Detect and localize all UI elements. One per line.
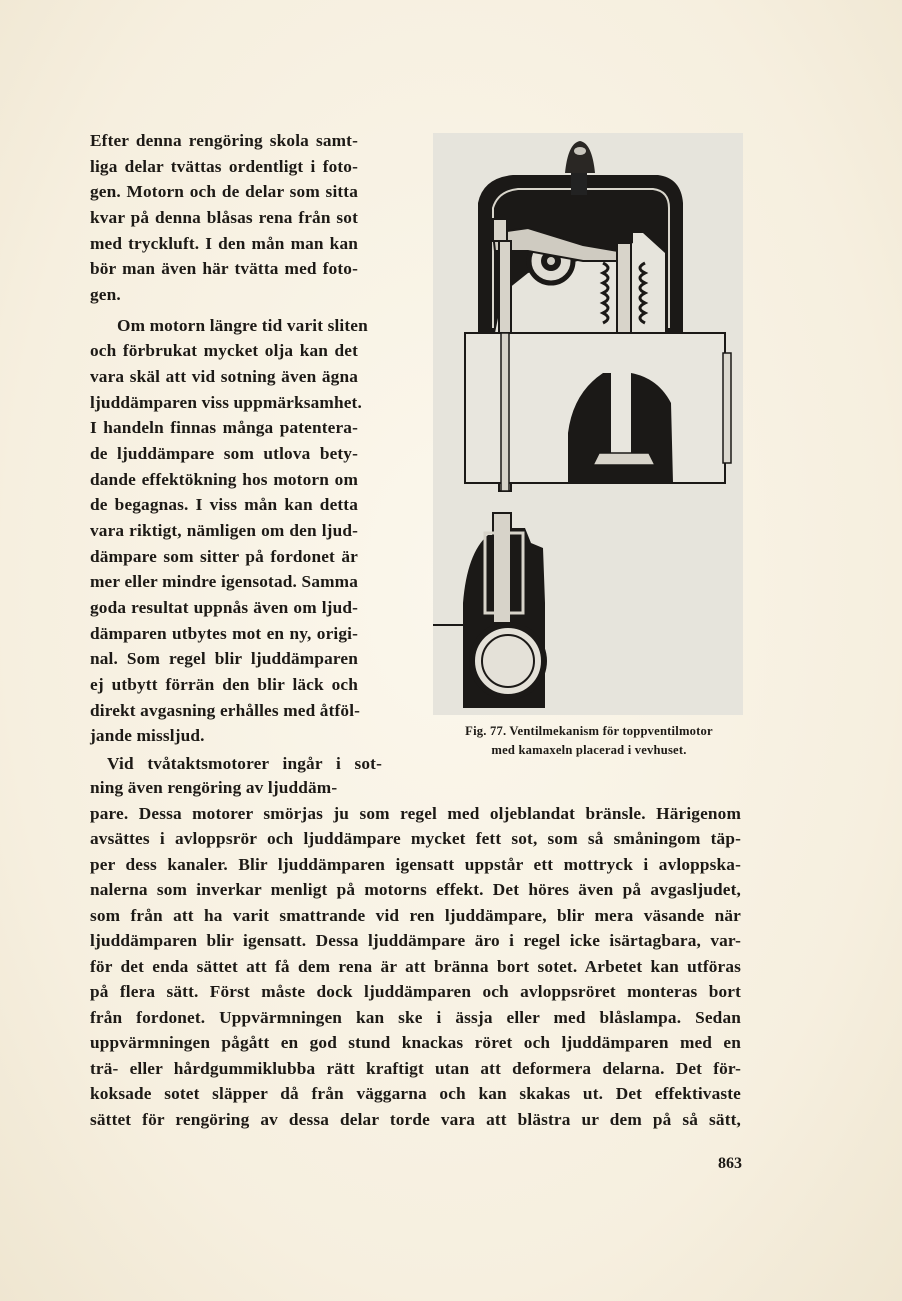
body-text-line: mer eller mindre igensotad. Samma [90, 572, 358, 591]
body-text-line: vara skäl att vid sotning även ägna [90, 367, 358, 386]
body-text-line: som från att ha varit smattrande vid ren ljuddämpare, blir mera väsande när [90, 906, 741, 925]
body-text-line: pare. Dessa motorer smörjas ju som regel med oljeblandat bränsle. Härigenom [90, 804, 741, 823]
body-text-line: dämparen utbytes mot en ny, origi- [90, 624, 358, 643]
body-text-line: nal. Som regel blir ljuddämparen [90, 649, 358, 668]
body-text-line: och förbrukat mycket olja kan det [90, 341, 358, 360]
body-text-line: Om motorn längre tid varit sliten [117, 316, 368, 335]
body-text-line: de begagnas. I viss mån kan detta [90, 495, 358, 514]
body-text-line: dämpare som sitter på fordonet är [90, 547, 358, 566]
body-text-line: koksade sotet släpper då från väggarna och kan skakas ut. Det effektivaste [90, 1084, 741, 1103]
figure-caption-line-2: med kamaxeln placerad i vevhuset. [491, 743, 687, 757]
body-text-line: Efter denna rengöring skola samt- [90, 131, 358, 150]
body-text-line: nalerna som inverkar menligt på motorns effekt. Det höres även på avgasljudet, [90, 880, 741, 899]
body-text-line: för det enda sättet att få dem rena är att bränna bort sotet. Arbetet kan utföras [90, 957, 741, 976]
body-text-line: liga delar tvättas ordentligt i foto- [90, 157, 358, 176]
body-text-line: vara riktigt, nämligen om den ljud- [90, 521, 358, 540]
valve-mechanism-illustration [433, 133, 743, 715]
body-text-line: kvar på denna blåsas rena från sot [90, 208, 358, 227]
body-text-line: Vid tvåtaktsmotorer ingår i sot- [107, 754, 382, 773]
body-text-line: ning även rengöring av ljuddäm- [90, 778, 338, 797]
body-text-line: gen. [90, 285, 121, 304]
page-number: 863 [718, 1155, 742, 1172]
body-text-line: de ljuddämpare som utlova bety- [90, 444, 358, 463]
body-text-line: bör man även här tvätta med foto- [90, 259, 358, 278]
body-text-line: ej utbytt förrän den blir läck och [90, 675, 358, 694]
body-text-line: per dess kanaler. Blir ljuddämparen igensatt uppstår ett mottryck i avloppska- [90, 855, 741, 874]
body-text-line: uppvärmningen pågått en god stund knackas röret och ljuddämparen med en [90, 1033, 741, 1052]
valve-mechanism-figure [433, 133, 743, 715]
body-text-line: med tryckluft. I den mån man kan [90, 234, 358, 253]
body-text-line: sättet för rengöring av dessa delar torde vara att blästra ur dem på så sätt, [90, 1110, 741, 1129]
body-text-line: goda resultat uppnås även om ljud- [90, 598, 358, 617]
body-text-line: på flera sätt. Först måste dock ljuddämparen och avloppsröret monteras bort [90, 982, 741, 1001]
figure-caption-line-1: Fig. 77. Ventilmekanism för toppventilmotor [465, 724, 713, 738]
body-text-line: dande effektökning hos motorn om [90, 470, 358, 489]
body-text-line: avsättes i avloppsrör och ljuddämpare mycket fett sot, som så småningom täp- [90, 829, 741, 848]
body-text-line: från fordonet. Uppvärmningen kan ske i ässja eller med blåslampa. Sedan [90, 1008, 741, 1027]
body-text-line: gen. Motorn och de delar som sitta [90, 182, 358, 201]
body-text-line: ljuddämparen viss uppmärksamhet. [90, 393, 362, 412]
body-text-line: jande missljud. [90, 726, 205, 745]
body-text-line: I handeln finnas många patentera- [90, 418, 358, 437]
body-text-line: direkt avgasning erhålles med åtföl- [90, 701, 361, 720]
body-text-line: ljuddämparen blir igensatt. Dessa ljuddämpare äro i regel icke isärtagbara, var- [90, 931, 741, 950]
body-text-line: trä- eller hårdgummiklubba rätt kraftigt utan att deformera delarna. Det för- [90, 1059, 741, 1078]
